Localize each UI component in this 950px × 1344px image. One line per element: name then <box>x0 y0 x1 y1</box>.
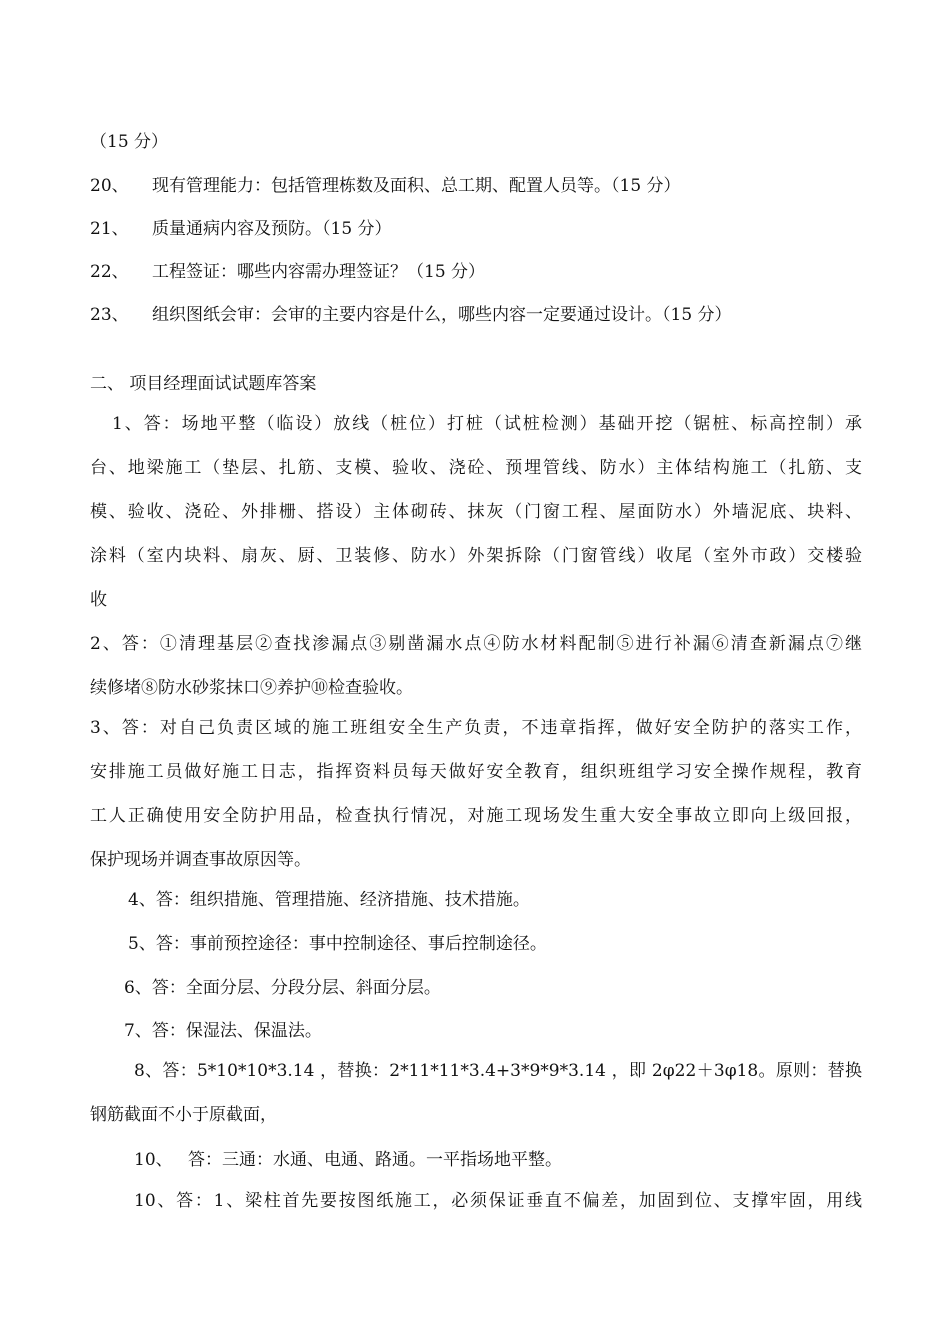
answer-10-number: 10、 <box>134 1150 173 1170</box>
answer-8-line: 钢筋截面不小于原截面， <box>90 1105 277 1125</box>
question-text: 现有管理能力：包括管理栋数及面积、总工期、配置人员等。（15 分） <box>152 176 681 196</box>
answer-1-line: 涂料（室内块料、扇灰、厨、卫装修、防水）外架拆除（门窗管线）收尾（室外市政）交楼验 <box>90 546 862 566</box>
answer-5: 5、答：事前预控途径：事中控制途径、事后控制途径。 <box>128 934 547 954</box>
answer-10-text: 答：三通：水通、电通、路通。一平指场地平整。 <box>188 1150 562 1170</box>
question-number: 20、 <box>90 176 129 196</box>
answer-3-line: 3、答：对自己负责区域的施工班组安全生产负责，不违章指挥，做好安全防护的落实工作， <box>90 718 862 738</box>
question-22 <box>0 260 950 284</box>
question-text: 组织图纸会审：会审的主要内容是什么，哪些内容一定要通过设计。（15 分） <box>152 305 732 325</box>
answer-10b-line: 10、答：1、梁柱首先要按图纸施工，必须保证垂直不偏差，加固到位、支撑牢固，用线 <box>134 1191 862 1211</box>
question-23 <box>0 303 950 327</box>
answer-3-line: 安排施工员做好施工日志，指挥资料员每天做好安全教育，组织班组学习安全操作规程，教育 <box>90 762 862 782</box>
answer-2-line: 续修堵⑧防水砂浆抹口⑨养护⑩检查验收。 <box>90 678 413 698</box>
answer-7: 7、答：保湿法、保温法。 <box>124 1021 322 1041</box>
answer-1-line: 收 <box>90 590 107 610</box>
answer-6: 6、答：全面分层、分段分层、斜面分层。 <box>124 978 441 998</box>
question-number: 21、 <box>90 219 129 239</box>
answer-1-line: 1、答：场地平整（临设）放线（桩位）打桩（试桩检测）基础开挖（锯桩、标高控制）承 <box>112 414 862 434</box>
answer-1-line: 模、验收、浇砼、外排栅、搭设）主体砌砖、抹灰（门窗工程、屋面防水）外墙泥底、块料、 <box>90 502 862 522</box>
question-number: 23、 <box>90 305 129 325</box>
question-text: 工程签证：哪些内容需办理签证？（15 分） <box>152 262 486 282</box>
question-number: 22、 <box>90 262 129 282</box>
answer-3-line: 保护现场并调查事故原因等。 <box>90 850 311 870</box>
section-title: 二、 项目经理面试试题库答案 <box>90 374 317 394</box>
answer-1-line: 台、地梁施工（垫层、扎筋、支模、验收、浇砼、预埋管线、防水）主体结构施工（扎筋、支 <box>90 458 862 478</box>
answer-2-line: 2、答：①清理基层②查找渗漏点③剔凿漏水点④防水材料配制⑤进行补漏⑥清查新漏点⑦继 <box>90 634 862 654</box>
answer-8-line: 8、答：5*10*10*3.14 ，替换：2*11*11*3.4+3*9*9*3.14 ，即 2φ22＋3φ18。原则：替换 <box>134 1061 862 1081</box>
continued-score: （15 分） <box>90 132 169 152</box>
question-21 <box>0 217 950 241</box>
answer-4: 4、答：组织措施、管理措施、经济措施、技术措施。 <box>128 890 530 910</box>
question-20 <box>0 174 950 198</box>
answer-3-line: 工人正确使用安全防护用品，检查执行情况，对施工现场发生重大安全事故立即向上级回报， <box>90 806 862 826</box>
question-text: 质量通病内容及预防。（15 分） <box>152 219 392 239</box>
